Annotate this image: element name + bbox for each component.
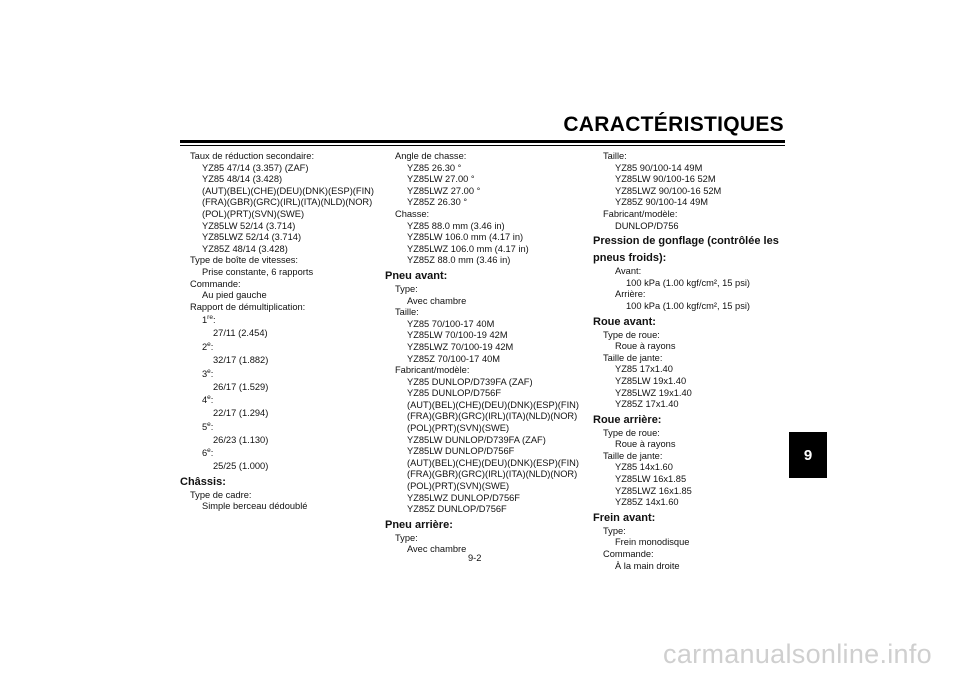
- spec-value: YZ85Z 48/14 (3.428): [202, 243, 288, 254]
- spec-label: Type de roue:: [603, 427, 660, 438]
- spec-value: 100 kPa (1.00 kgf/cm², 15 psi): [626, 277, 751, 288]
- gear-ordinal-number: 6: [202, 448, 208, 459]
- spec-label: Type:: [395, 283, 418, 294]
- spec-value: Avec chambre: [407, 544, 467, 555]
- spec-label: Taille:: [603, 151, 627, 161]
- header-rule-thin: [180, 145, 785, 146]
- gear-ordinal-colon: :: [210, 448, 214, 459]
- gear-ordinal-number: 4: [202, 395, 208, 406]
- spec-value: YZ85 DUNLOP/D756F: [407, 388, 502, 399]
- gear-ordinal-suffix: e: [207, 340, 211, 348]
- section-heading: Pneu arrière:: [385, 518, 453, 531]
- section-heading: Frein avant:: [593, 511, 656, 524]
- spec-label: Commande:: [603, 549, 654, 560]
- spec-column-3: [593, 151, 788, 572]
- gear-ordinal-colon: :: [210, 368, 214, 379]
- spec-value: YZ85LWZ 52/14 (3.714): [202, 232, 302, 243]
- gear-ordinal: [180, 313, 385, 328]
- spec-value: (AUT)(BEL)(CHE)(DEU)(DNK)(ESP)(FIN): [407, 457, 579, 468]
- section-heading: pneus froids):: [593, 252, 667, 265]
- spec-value: YZ85LW DUNLOP/D756F: [407, 446, 515, 457]
- spec-value: YZ85LWZ 70/100-19 42M: [407, 341, 514, 352]
- gear-ordinal-suffix: e: [207, 420, 211, 428]
- spec-value: YZ85LW DUNLOP/D739FA (ZAF): [407, 434, 546, 445]
- gear-ordinal-colon: :: [210, 395, 214, 406]
- spec-value: YZ85LW 19x1.40: [615, 375, 687, 386]
- spec-value: 22/17 (1.294): [213, 408, 269, 419]
- spec-value: 27/11 (2.454): [213, 328, 268, 339]
- spec-value: Simple berceau dédoublé: [202, 501, 308, 512]
- spec-column-2: [385, 151, 590, 556]
- spec-label: Chasse:: [395, 208, 430, 219]
- section-heading: Châssis:: [180, 475, 226, 488]
- section-heading: Roue arrière:: [593, 413, 662, 426]
- spec-label: Taille:: [395, 307, 419, 318]
- chapter-tab[interactable]: 9: [789, 432, 827, 478]
- section-heading: Pneu avant:: [385, 269, 448, 282]
- spec-value: 25/25 (1.000): [213, 461, 269, 472]
- spec-value: 26/23 (1.130): [213, 434, 269, 445]
- spec-value: YZ85 70/100-17 40M: [407, 318, 495, 329]
- spec-label: Rapport de démultiplication:: [190, 301, 306, 312]
- spec-value: YZ85Z 14x1.60: [615, 497, 679, 508]
- spec-value: YZ85Z 88.0 mm (3.46 in): [407, 255, 511, 266]
- spec-value: (POL)(PRT)(SVN)(SWE): [407, 481, 510, 492]
- spec-value: DUNLOP/D756: [615, 220, 679, 231]
- spec-value: YZ85LWZ 27.00 °: [407, 185, 481, 196]
- spec-label: Type:: [603, 525, 626, 536]
- spec-label: Taille de jante:: [603, 450, 663, 461]
- spec-value: Prise constante, 6 rapports: [202, 266, 314, 277]
- spec-value: (FRA)(GBR)(GRC)(IRL)(ITA)(NLD)(NOR): [407, 411, 578, 422]
- spec-value: YZ85Z 26.30 °: [407, 197, 468, 208]
- spec-label: Type de boîte de vitesses:: [190, 255, 299, 266]
- gear-ordinal-suffix: e: [207, 367, 211, 375]
- gear-ordinal: [180, 420, 385, 435]
- section-heading: Pression de gonflage (contrôlée les: [593, 235, 779, 248]
- header-rule-thick: [180, 140, 785, 143]
- spec-label: Taille de jante:: [603, 352, 663, 363]
- spec-label: Fabricant/modèle:: [603, 208, 678, 219]
- spec-value: YZ85 88.0 mm (3.46 in): [407, 220, 505, 231]
- spec-value: YZ85Z 70/100-17 40M: [407, 353, 501, 364]
- gear-ordinal-number: 3: [202, 368, 208, 379]
- spec-value: (POL)(PRT)(SVN)(SWE): [407, 423, 510, 434]
- spec-value: (POL)(PRT)(SVN)(SWE): [202, 208, 305, 219]
- spec-value: YZ85 48/14 (3.428): [202, 174, 283, 185]
- spec-value: Au pied gauche: [202, 290, 267, 301]
- spec-value: YZ85 90/100-14 49M: [615, 162, 703, 173]
- gear-ordinal-suffix: re: [207, 314, 213, 322]
- gear-ordinal: [180, 446, 385, 461]
- spec-value: Arrière:: [615, 289, 646, 300]
- spec-value: YZ85LW 106.0 mm (4.17 in): [407, 232, 524, 243]
- spec-value: YZ85 47/14 (3.357) (ZAF): [202, 162, 309, 173]
- gear-ordinal: [180, 340, 385, 355]
- spec-value: 26/17 (1.529): [213, 381, 269, 392]
- spec-value: À la main droite: [615, 560, 680, 571]
- spec-value: YZ85LWZ DUNLOP/D756F: [407, 492, 520, 503]
- gear-ordinal: [180, 367, 385, 382]
- spec-value: YZ85LW 16x1.85: [615, 474, 687, 485]
- spec-value: YZ85Z 17x1.40: [615, 399, 679, 410]
- spec-value: YZ85LWZ 19x1.40: [615, 387, 692, 398]
- spec-value: Roue à rayons: [615, 341, 676, 352]
- gear-ordinal-number: 5: [202, 421, 208, 432]
- spec-value: YZ85LWZ 90/100-16 52M: [615, 185, 722, 196]
- spec-value: YZ85 26.30 °: [407, 162, 462, 173]
- spec-value: 100 kPa (1.00 kgf/cm², 15 psi): [626, 300, 751, 311]
- spec-value: Roue à rayons: [615, 439, 676, 450]
- gear-ordinal-colon: :: [210, 341, 214, 352]
- spec-value: YZ85LW 27.00 °: [407, 174, 475, 185]
- spec-label: Type de cadre:: [190, 489, 252, 500]
- page-number: 9-2: [468, 553, 482, 563]
- spec-label: Angle de chasse:: [395, 151, 467, 161]
- spec-label: Taux de réduction secondaire:: [190, 151, 315, 161]
- gear-ordinal-number: 2: [202, 341, 208, 352]
- gear-ordinal-number: 1: [202, 315, 208, 326]
- spec-value: YZ85LWZ 16x1.85: [615, 485, 692, 496]
- spec-label: Type de roue:: [603, 329, 660, 340]
- gear-ordinal-colon: :: [210, 421, 214, 432]
- spec-value: Avant:: [615, 266, 642, 277]
- spec-value: YZ85LWZ 106.0 mm (4.17 in): [407, 243, 529, 254]
- gear-ordinal-colon: :: [212, 315, 216, 326]
- spec-value: YZ85LW 70/100-19 42M: [407, 330, 508, 341]
- spec-value: YZ85 DUNLOP/D739FA (ZAF): [407, 376, 533, 387]
- page-title: CARACTÉRISTIQUES: [563, 113, 784, 136]
- spec-label: Fabricant/modèle:: [395, 365, 470, 376]
- spec-value: YZ85LW 52/14 (3.714): [202, 220, 296, 231]
- spec-value: Frein monodisque: [615, 537, 690, 548]
- spec-value: YZ85LW 90/100-16 52M: [615, 174, 716, 185]
- spec-value: YZ85Z 90/100-14 49M: [615, 197, 709, 208]
- spec-column-1: [180, 151, 385, 513]
- spec-value: (AUT)(BEL)(CHE)(DEU)(DNK)(ESP)(FIN): [202, 185, 374, 196]
- gear-ordinal: [180, 393, 385, 408]
- section-heading: Roue avant:: [593, 315, 656, 328]
- spec-value: YZ85 17x1.40: [615, 364, 673, 375]
- gear-ordinal-suffix: e: [207, 394, 211, 402]
- spec-value: (FRA)(GBR)(GRC)(IRL)(ITA)(NLD)(NOR): [407, 469, 578, 480]
- spec-value: YZ85Z DUNLOP/D756F: [407, 504, 507, 515]
- gear-ordinal-suffix: e: [207, 447, 211, 455]
- spec-value: (FRA)(GBR)(GRC)(IRL)(ITA)(NLD)(NOR): [202, 197, 373, 208]
- watermark: carmanualsonline.info: [663, 639, 932, 669]
- spec-value: 32/17 (1.882): [213, 354, 269, 365]
- spec-value: YZ85 14x1.60: [615, 462, 673, 473]
- spec-label: Commande:: [190, 278, 241, 289]
- spec-label: Type:: [395, 532, 418, 543]
- spec-value: Avec chambre: [407, 295, 467, 306]
- spec-value: (AUT)(BEL)(CHE)(DEU)(DNK)(ESP)(FIN): [407, 399, 579, 410]
